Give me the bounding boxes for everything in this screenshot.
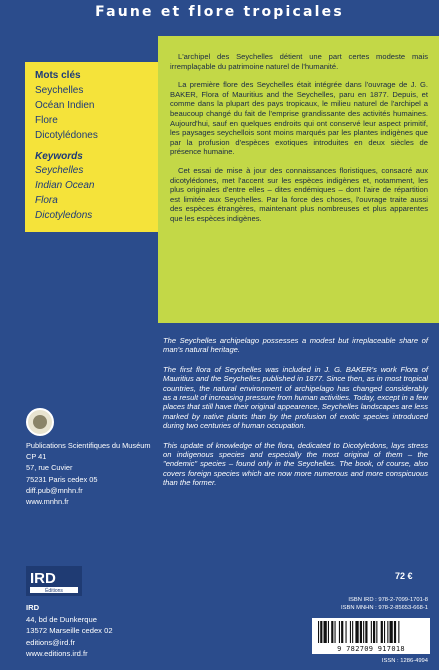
isbn-mnhn: ISBN MNHN : 978-2-85653-668-1 <box>341 605 428 612</box>
issn: ISSN : 1286-4994 <box>381 658 428 664</box>
barcode-digits: 9 782709 917018 <box>337 645 405 653</box>
museum-email[interactable]: diff.pub@mnhn.fr <box>26 485 83 495</box>
keyword-fr: Flore <box>35 115 58 126</box>
ird-logo-sub: Éditions <box>45 588 63 594</box>
french-paragraph: Cet essai de mise à jour des connaissances floristiques, consacré aux dicotylédones, met l'accent sur les espèces indigènes et, notamment, les plus originales d'entre elles – dites endémiques – dont l'aire de répartition est limitée aux Seychelles. Par la force des choses, l'ouvrage traite aussi des espèces étrangères, maintenant plus nombreuses et plus apparentes que les espèces indigènes. <box>170 165 428 223</box>
french-summary <box>170 52 428 233</box>
series-banner <box>0 0 439 28</box>
keyword-en: Flora <box>35 195 58 206</box>
museum-line: 57, rue Cuvier <box>26 463 73 473</box>
french-paragraph: La première flore des Seychelles était intégrée dans l'ouvrage de J. G. BAKER, Flora of Mauritius and the Seychelles, paru en 1877. Depuis, et comme dans la plupart des pays tropicaux, le milieu naturel de l'archipel a beaucoup changé du fait de l'emprise grandissante des activités humaines. Aujourd'hui, sauf en quelques endroits qui ont conservé leur aspect primitif, les paysages seychellois sont moins marqués par les plantes indigènes que par la profusion d'espèces exotiques introduites en deux siècles de présence humaine. <box>170 80 428 157</box>
price: 72 € <box>395 571 413 581</box>
barcode <box>312 618 430 654</box>
museum-seal-icon <box>26 408 54 436</box>
english-paragraph: The Seychelles archipelago possesses a modest but irreplaceable share of man's natural heritage. <box>163 336 428 355</box>
isbn-block <box>300 596 428 612</box>
keywords-box <box>25 62 158 232</box>
museum-website[interactable]: www.mnhn.fr <box>26 497 69 507</box>
keyword-fr: Océan Indien <box>35 100 95 111</box>
ird-line: 44, bd de Dunkerque <box>26 614 97 624</box>
ird-line: 13572 Marseille cedex 02 <box>26 626 113 635</box>
english-summary <box>163 336 428 498</box>
keywords-fr-heading: Mots clés <box>35 70 81 81</box>
museum-line: Publications Scientifiques du Muséum <box>26 441 151 450</box>
keywords-en-heading: Keywords <box>35 151 83 162</box>
keyword-en: Seychelles <box>35 165 84 176</box>
ird-address <box>26 602 166 660</box>
keyword-fr: Dicotylédones <box>35 130 98 141</box>
museum-address <box>26 440 156 507</box>
series-title: Faune et flore tropicales <box>95 4 344 20</box>
ird-logo-icon <box>26 566 82 596</box>
ird-name: IRD <box>26 603 40 612</box>
barcode-bars-icon <box>312 618 430 645</box>
museum-line: CP 41 <box>26 452 47 462</box>
keyword-en: Indian Ocean <box>35 180 95 191</box>
french-paragraph: L'archipel des Seychelles détient une part certes modeste mais irremplaçable du patrimoine naturel de l'humanité. <box>170 52 428 71</box>
english-paragraph: This update of knowledge of the flora, dedicated to Dicotyledons, lays stress on indigenous species and especially the most original of them – the "endemic" species – found only in the Seychelles. The book, of course, also covers foreign species which are now more numerous and more conspicuous than the former. <box>163 440 428 488</box>
ird-email[interactable]: editions@ird.fr <box>26 637 76 647</box>
ird-website[interactable]: www.editions.ird.fr <box>26 649 88 658</box>
isbn-ird: ISBN IRD : 978-2-7099-1701-8 <box>348 597 428 603</box>
keyword-en: Dicotyledons <box>35 210 93 221</box>
keyword-fr: Seychelles <box>35 85 84 96</box>
ird-logo-text: IRD <box>30 570 56 587</box>
museum-line: 75231 Paris cedex 05 <box>26 474 98 484</box>
english-paragraph: The first flora of Seychelles was included in J. G. BAKER's work Flora of Mauritius and the Seychelles published in 1877. Since then, as in most tropical countries, the natural environment of archipelago has changed considerably as a result of increasing pressure from human activities. Today, except in a few places that still have their original appearence, Seychelles landscapes are less marked by native plants than by the profusion of exotic species introduced during two centuries of human occupation. <box>163 364 428 431</box>
